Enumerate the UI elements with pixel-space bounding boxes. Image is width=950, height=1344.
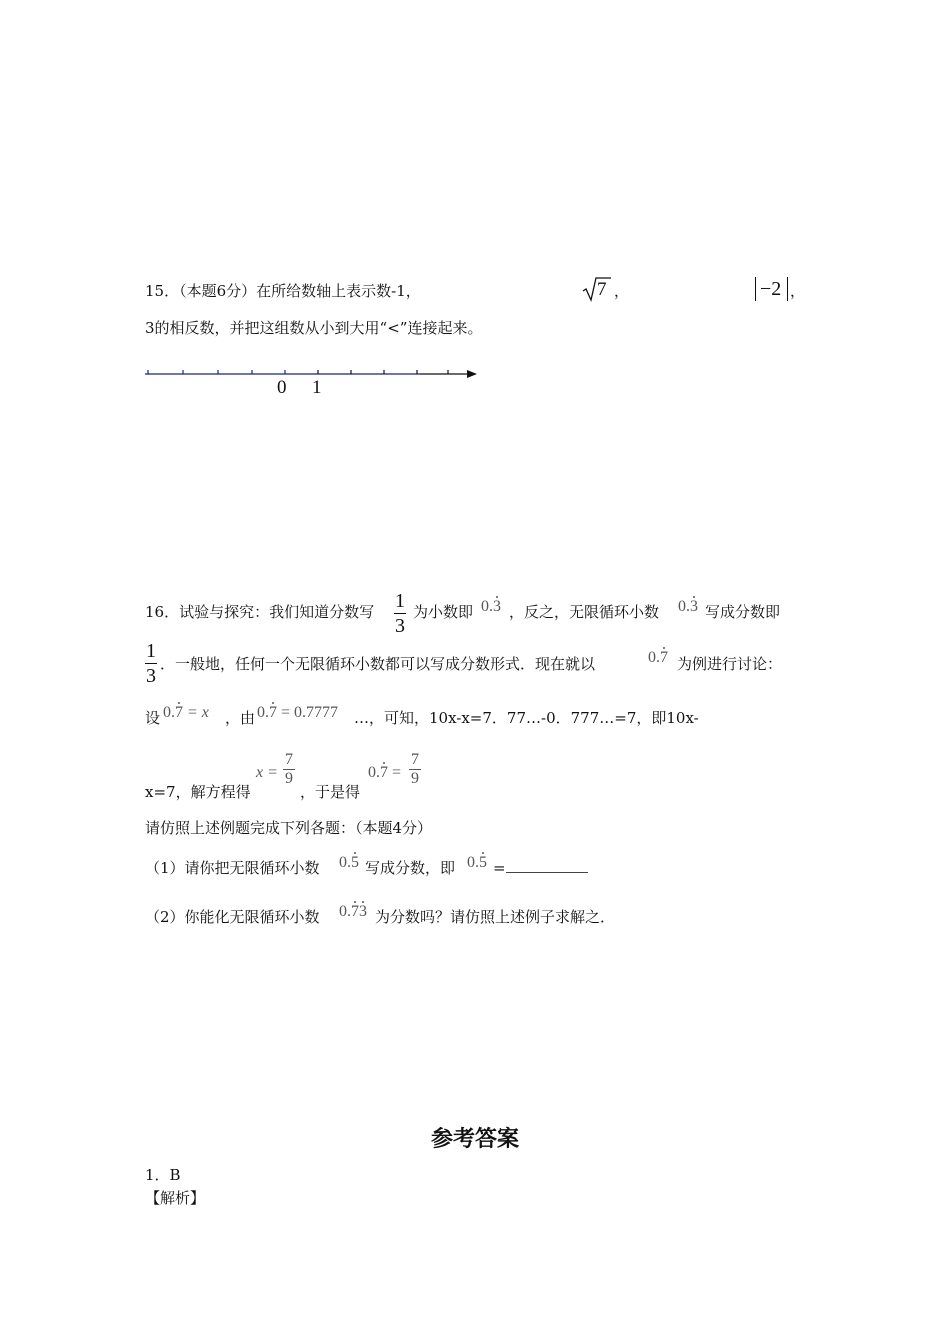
equation-x xyxy=(163,704,209,722)
q16-line4-b: ，于是得 xyxy=(300,783,361,801)
answer-blank-row xyxy=(493,858,588,878)
q16-line1-c: ，反之，无限循环小数 xyxy=(509,603,660,621)
repeating-digit: 3 xyxy=(493,598,501,615)
abs-content: −2 xyxy=(760,278,782,300)
numerator: 1 xyxy=(395,590,405,612)
number-line-label-zero: 0 xyxy=(277,377,287,398)
q16-instruction: 请仿照上述例题完成下列各题：（本题4分） xyxy=(145,819,433,837)
decimal-int: 0. xyxy=(339,854,351,871)
repeating-decimal-0-7 xyxy=(648,649,668,667)
repeating-digit: 7 xyxy=(660,649,668,666)
repeating-digit: 5 xyxy=(479,854,487,871)
fraction-seven-ninths xyxy=(283,752,295,787)
numerator: 1 xyxy=(146,640,156,662)
q16-line2-b: 为例进行讨论： xyxy=(677,655,783,673)
analysis-label: 【解析】 xyxy=(145,1189,206,1207)
arrow-icon xyxy=(467,370,477,378)
equation-rhs: = x xyxy=(187,704,209,721)
repeating-decimal-0-5 xyxy=(467,854,487,872)
q15-line2: 3的相反数，并把这组数从小到大用“<”连接起来。 xyxy=(145,319,483,337)
equation-x-eq: x = xyxy=(256,764,278,781)
q16-line3-you: ，由 xyxy=(225,709,256,727)
number-line xyxy=(140,364,480,378)
repeating-decimal-0-5 xyxy=(339,854,359,872)
repeating-decimal-0-73 xyxy=(339,903,367,921)
q16-part2-b: 为分数吗？请仿照上述例子求解之． xyxy=(375,908,616,926)
repeating-digit: 7 xyxy=(175,704,183,721)
q16-line4-a: x=7，解方程得 xyxy=(145,783,251,801)
decimal-int: 0. xyxy=(467,854,479,871)
repeating-digit: 7 xyxy=(380,764,388,781)
denominator: 3 xyxy=(146,665,156,687)
repeating-digit: 7 xyxy=(269,704,277,721)
decimal-int: 0. xyxy=(481,598,493,615)
q16-part1-a: （1）请你把无限循环小数 xyxy=(145,859,320,877)
equation-rhs: = xyxy=(392,764,402,781)
q16-part1-b: 写成分数，即 xyxy=(365,859,456,877)
fraction-seven-ninths xyxy=(409,752,421,787)
repeating-digit: 3 xyxy=(359,903,367,920)
decimal-int: 0. xyxy=(163,704,175,721)
abs-bar-right xyxy=(787,277,788,301)
q16-line1-a: 16．试验与探究：我们知道分数写 xyxy=(145,603,375,621)
decimal-int: 0. xyxy=(648,649,660,666)
numerator: 7 xyxy=(285,751,293,768)
fraction-one-third xyxy=(145,641,157,686)
decimal-int: 0. xyxy=(368,764,380,781)
repeating-decimal-0-3 xyxy=(678,598,698,616)
number-line-label-one: 1 xyxy=(312,377,322,398)
q15-line1: 15．（本题6分）在所给数轴上表示数-1， xyxy=(145,282,421,300)
equation-expansion xyxy=(257,704,338,722)
comma: ， xyxy=(614,282,630,300)
answers-heading: 参考答案 xyxy=(430,1127,519,1152)
denominator: 9 xyxy=(411,770,419,787)
fraction-one-third xyxy=(394,591,406,636)
q16-line2-a: ．一般地，任何一个无限循环小数都可以写成分数形式．现在就以 xyxy=(160,655,596,673)
comma: ， xyxy=(790,282,806,300)
denominator: 9 xyxy=(285,770,293,787)
decimal-int: 0. xyxy=(339,903,351,920)
sqrt-radicand: 7 xyxy=(597,279,607,300)
equals-sign: = xyxy=(493,859,506,877)
repeating-decimal-0-3 xyxy=(481,598,501,616)
repeating-digit: 3 xyxy=(690,598,698,615)
q16-line1-d: 写成分数即 xyxy=(705,603,781,621)
repeating-digit: 7 xyxy=(351,903,359,920)
q16-line3-rest: …，可知，10x-x=7．77…-0．777…=7，即10x- xyxy=(354,709,699,727)
decimal-int: 0. xyxy=(257,704,269,721)
answer-item-1: 1．B xyxy=(145,1166,181,1184)
denominator: 3 xyxy=(395,615,405,637)
repeating-digit: 5 xyxy=(351,854,359,871)
q16-line3-she: 设 xyxy=(145,709,161,727)
equation-result xyxy=(368,764,401,782)
equation-rhs: = 0.7777 xyxy=(281,704,339,721)
answer-blank[interactable] xyxy=(506,858,588,873)
abs-bar-left xyxy=(755,277,756,301)
numerator: 7 xyxy=(411,751,419,768)
q16-part2-a: （2）你能化无限循环小数 xyxy=(145,908,320,926)
decimal-int: 0. xyxy=(678,598,690,615)
q16-line1-b: 为小数即 xyxy=(413,603,474,621)
